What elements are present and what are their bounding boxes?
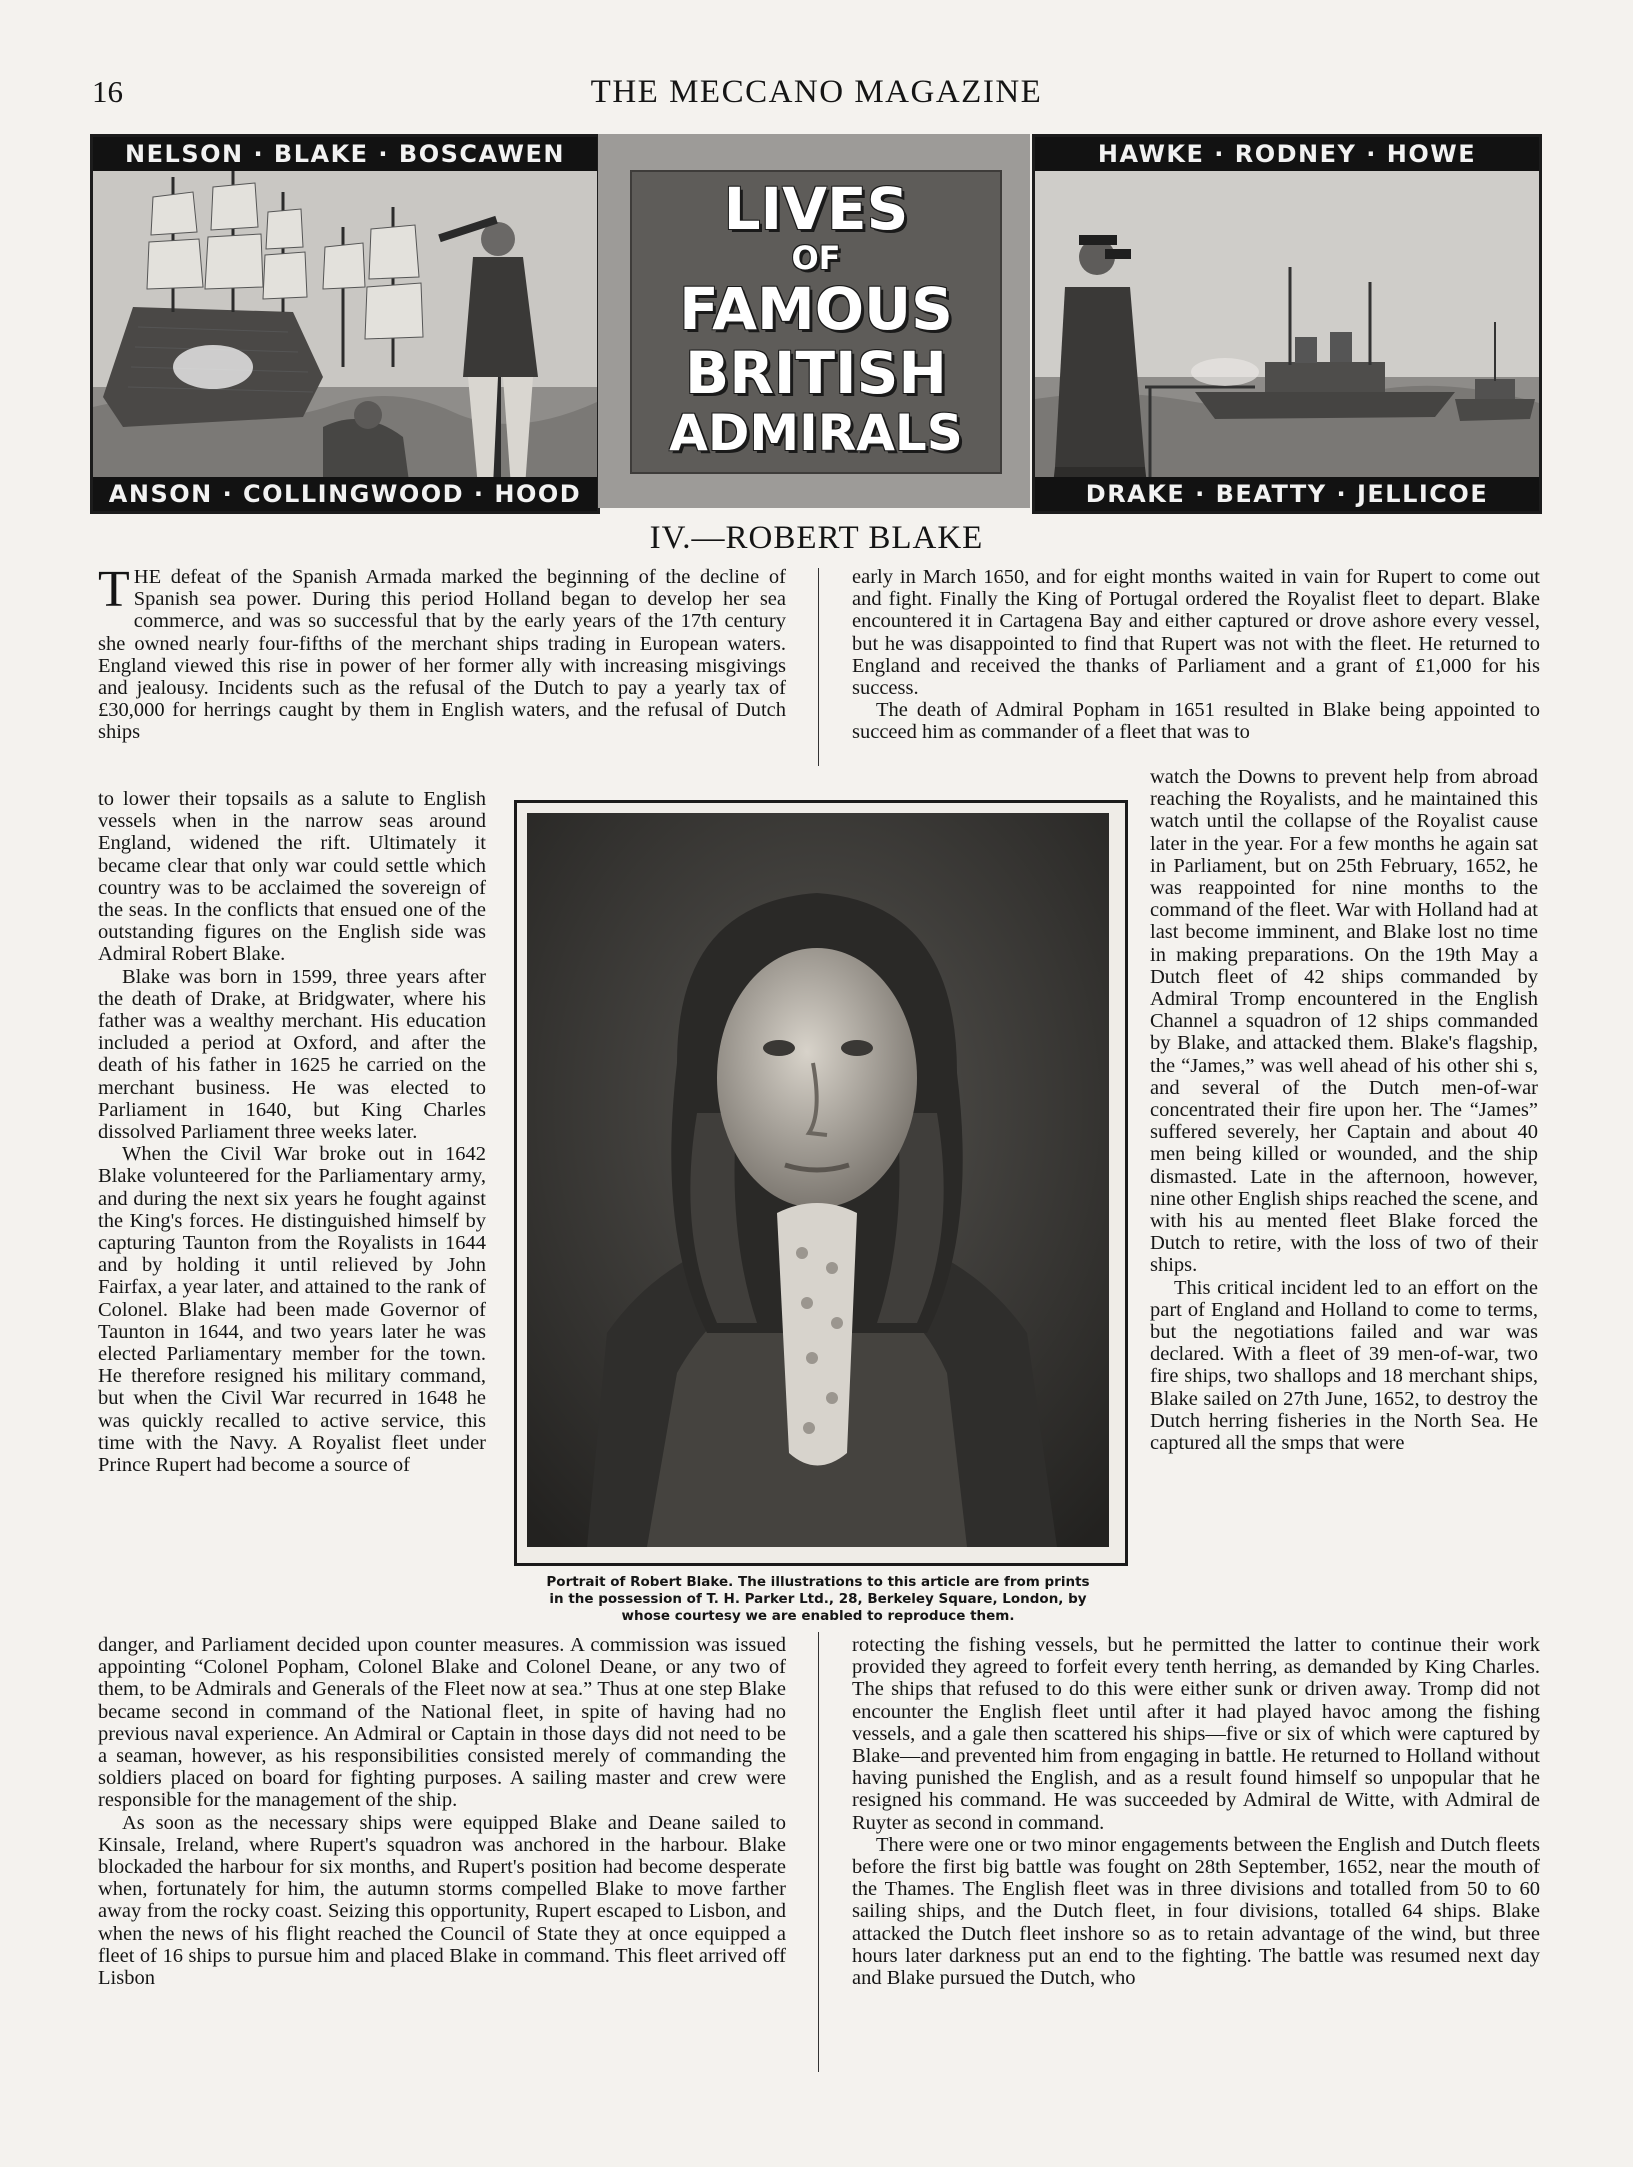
- sailing-ships-illustration: [93, 137, 597, 511]
- portrait-figure: [514, 800, 1128, 1566]
- caption-line: in the possession of T. H. Parker Ltd., 28, Berkeley Square, London, by: [549, 1591, 1087, 1607]
- column-divider: [818, 568, 819, 766]
- magazine-title: THE MECCANO MAGAZINE: [590, 74, 1043, 110]
- banner-right-top-names: HAWKE · RODNEY · HOWE: [1035, 137, 1539, 171]
- portrait-caption: [512, 1574, 1124, 1625]
- right-column-narrow: [1150, 766, 1538, 1454]
- page-number: 16: [92, 74, 123, 109]
- series-title-line-4: BRITISH: [685, 339, 947, 407]
- caption-line: Portrait of Robert Blake. The illustrations to this article are from prints: [546, 1574, 1090, 1590]
- portrait-of-robert-blake: [527, 813, 1109, 1547]
- battleships-illustration: [1035, 137, 1539, 511]
- paragraph: The death of Admiral Popham in 1651 resulted in Blake being appointed to succeed him as commander of a fleet that was to: [852, 699, 1540, 744]
- series-title-line-5: ADMIRALS: [669, 404, 963, 462]
- banner-right-bottom-names: DRAKE · BEATTY · JELLICOE: [1035, 477, 1539, 511]
- left-column-top: [98, 561, 786, 744]
- right-column-top: [852, 566, 1540, 744]
- paragraph: As soon as the necessary ships were equipped Blake and Deane sailed to Kinsale, Ireland, where Rupert's squadron was anchored in the harbour. Blake blockaded the harbour for six months, and Rupert's position had become desperate when, fortunately for him, the autumn storms compelled Blake to move farther away from the rocky coast. Seizing this opportunity, Rupert escaped to Lisbon, and when the news of his flight reached the Council of State they at once equipped a fleet of 16 ships to pursue him and placed Blake in command. This fleet arrived off Lisbon: [98, 1811, 786, 1990]
- banner-left-bottom-names: ANSON · COLLINGWOOD · HOOD: [93, 477, 597, 511]
- series-title-line-2: OF: [791, 239, 841, 277]
- left-column-narrow: [98, 788, 486, 1476]
- article-title: IV.—ROBERT BLAKE: [649, 520, 984, 556]
- paragraph: watch the Downs to prevent help from abroad reaching the Royalists, and he maintained this watch until the collapse of the Royalist cause later in the year. For a few months he again sat in Parliament, but on 25th February, 1652, he was reappointed for nine months to the command of the fleet. War with Holland had at last become imminent, and Blake lost no time in making preparations. On the 19th May a Dutch fleet of 42 ships commanded by Admiral Tromp encountered in the English Channel a squadron of 12 ships commanded by Blake, and attacked them. Blake's flagship, the “James,” was well ahead of his other shi s, and several of the Dutch men-of-war concentrated their fire upon her. The “James” suffered severely, her Captain and about 40 men being killed or wounded, and the ship dismasted. Late in the afternoon, however, nine other English ships reached the scene, and with his au mented fleet Blake forced the Dutch to retire, with the loss of two of their ships.: [1150, 766, 1538, 1277]
- series-title: [630, 170, 1002, 474]
- paragraph: When the Civil War broke out in 1642 Blake volunteered for the Parliamentary army, and during the next six years he fought against the King's forces. He distinguished himself by capturing Taunton from the Royalists in 1644 and by holding it until relieved by John Fairfax, a year later, and attained to the rank of Colonel. Blake had been made Governor of Taunton in 1644, and two years later he was elected Parliamentary member for the town. He therefore resigned his military command, but when the Civil War recurred in 1648 he was quickly recalled to active service, this time with the Navy. A Royalist fleet under Prince Rupert had become a source of: [98, 1143, 486, 1477]
- banner-left-panel: [90, 134, 600, 514]
- right-column-bottom: [852, 1634, 1540, 1989]
- paragraph: to lower their topsails as a salute to English vessels when in the narrow seas around England, widened the rift. Ultimately it became clear that only war could settle which country was to be acclaimed the sovereign of the seas. In the conflicts that ensued one of the outstanding figures on the English side was Admiral Robert Blake.: [98, 788, 486, 966]
- series-title-line-3: FAMOUS: [679, 275, 953, 343]
- paragraph: early in March 1650, and for eight months waited in vain for Rupert to come out and fight. Finally the King of Portugal ordered the Royalist fleet to depart. Blake encountered it in Cartagena Bay and either captured or drove ashore every vessel, but he was disappointed to find that Rupert was not with the fleet. He returned to England and received the thanks of Parliament and a grant of £1,000 for his success.: [852, 566, 1540, 700]
- drop-cap: T: [98, 561, 130, 618]
- paragraph: danger, and Parliament decided upon counter measures. A commission was issued appointing “Colonel Popham, Colonel Blake and Colonel Deane, or any two of them, to be Admirals and Generals of the Fleet now at sea.” Thus at one step Blake became second in command of the National fleet, in spite of having had no previous naval experience. An Admiral or Captain in those days did not need to be a seaman, however, as his responsibilities consisted merely of commanding the soldiers placed on board for fighting purposes. A sailing master and crew were responsible for the management of the ship.: [98, 1634, 786, 1812]
- paragraph: Blake was born in 1599, three years after the death of Drake, at Bridgwater, where his father was a wealthy merchant. His education included a period at Oxford, and after the death of his father in 1625 he carried on the merchant business. He was elected to Parliament in 1640, but King Charles dissolved Parliament three weeks later.: [98, 965, 486, 1144]
- paragraph: rotecting the fishing vessels, but he permitted the latter to continue their work provided they agreed to forfeit every tenth herring, as demanded by King Charles. The ships that refused to do this were either sunk or driven away. Tromp did not encounter the English fleet until after it had played havoc among the fishing vessels, and a gale then scattered his ships—five or six of which were captured by Blake—and prevented him from engaging in battle. He returned to Holland without having punished the English, and as a result found himself so unpopular that he resigned his command. He was succeeded by Admiral de Witte, with Admiral de Ruyter as second in command.: [852, 1634, 1540, 1834]
- caption-line: whose courtesy we are enabled to reproduce them.: [621, 1608, 1015, 1624]
- banner-title-panel: [598, 134, 1030, 508]
- left-column-bottom: [98, 1634, 786, 1989]
- banner-left-top-names: NELSON · BLAKE · BOSCAWEN: [93, 137, 597, 171]
- paragraph: There were one or two minor engagements between the English and Dutch fleets before the first big battle was fought on 28th September, 1652, near the mouth of the Thames. The English fleet was in three divisions and totalled from 50 to 60 sailing ships, and the Dutch fleet, in four divisions, totalled 64 ships. Blake attacked the Dutch fleet inshore so as to retain advantage of the wind, but three hours later darkness put an end to the fighting. The battle was resumed next day and Blake pursued the Dutch, who: [852, 1833, 1540, 1990]
- banner-right-panel: [1032, 134, 1542, 514]
- paragraph: This critical incident led to an effort on the part of England and Holland to come to terms, but the negotiations failed and war was declared. With a fleet of 39 men-of-war, two fire ships, two shallops and 18 merchant ships, Blake sailed on 27th June, 1652, to destroy the Dutch herring fisheries in the North Sea. He captured all the smps that were: [1150, 1276, 1538, 1455]
- paragraph: HE defeat of the Spanish Armada marked the beginning of the decline of Spanish sea power. During this period Holland began to develop her sea commerce, and was so successful that by the early years of the 17th century she owned nearly four-fifths of the merchant ships trading in European waters. England viewed this rise in power of her former ally with increasing misgivings and jealousy. Incidents such as the refusal of the Dutch to pay a yearly tax of £30,000 for herrings caught by them in English waters, and the refusal of Dutch ships: [98, 566, 786, 744]
- column-divider: [818, 1632, 819, 2072]
- series-title-line-1: LIVES: [723, 175, 909, 243]
